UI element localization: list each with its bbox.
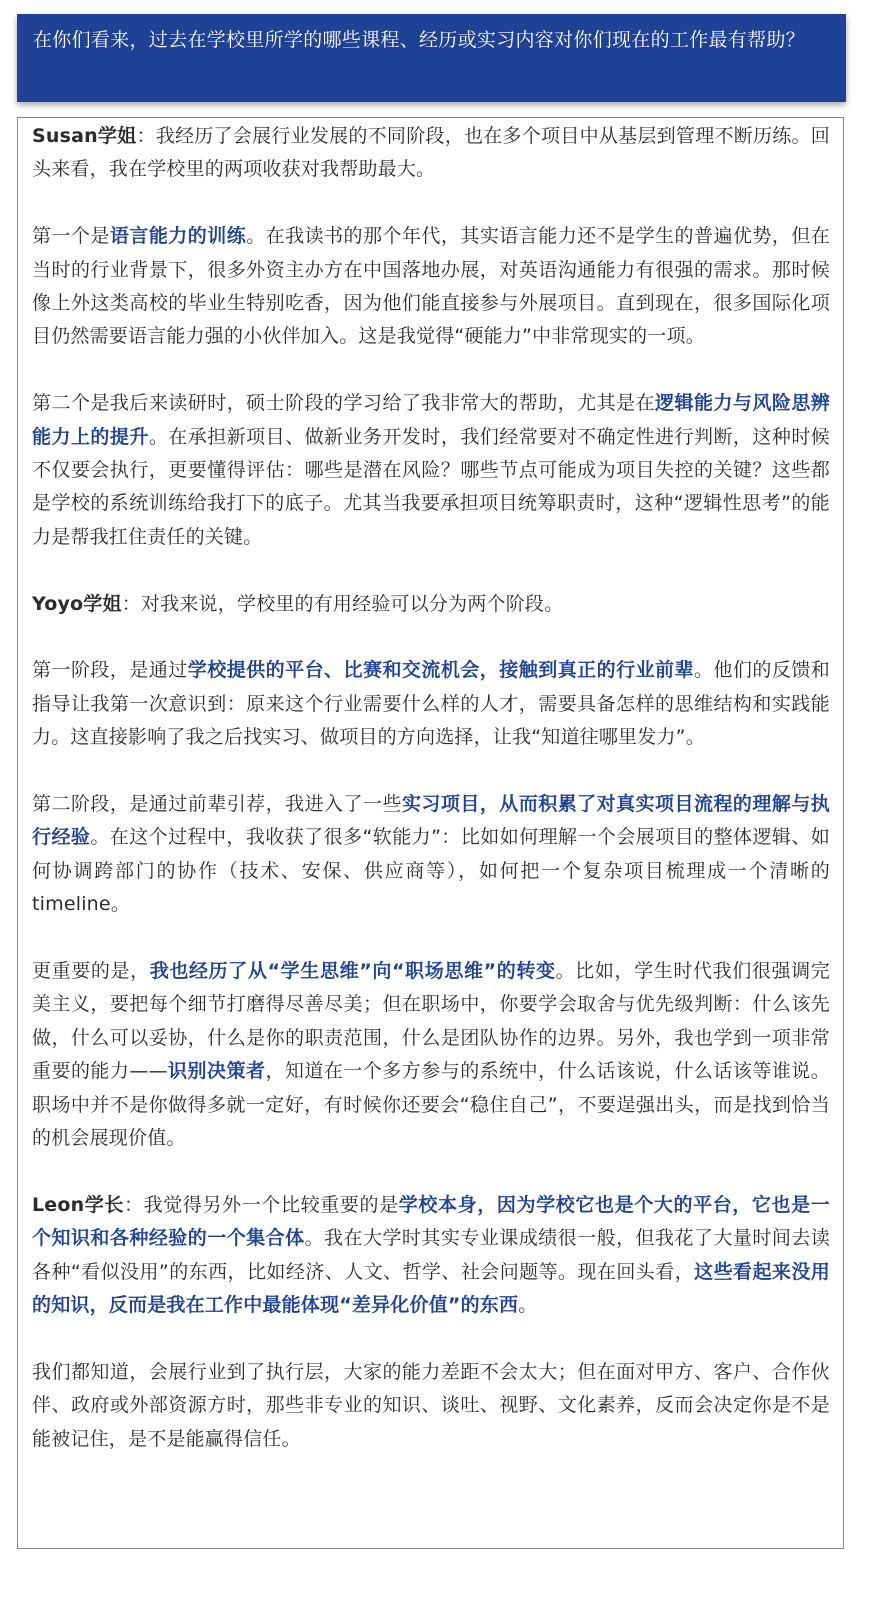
speaker-name-leon: Leon学长 xyxy=(32,1193,125,1216)
paragraph-text: 第二阶段，是通过前辈引荐，我进入了一些 xyxy=(32,793,402,816)
paragraph-text: ：我觉得另外一个比较重要的是 xyxy=(124,1193,399,1216)
answer-paragraph-mindset-shift xyxy=(32,955,830,1155)
paragraph-text: 。在这个过程中，我收获了很多“软能力”：比如如何理解一个会展项目的整体逻辑、如何协调跨部门的协作（技术、安保、供应商等），如何把一个复杂项目梳理成一个清晰的timeline。 xyxy=(32,826,830,916)
answer-paragraph-yoyo-intro xyxy=(32,588,830,621)
paragraph-text: 更重要的是， xyxy=(32,960,150,983)
highlighted-text: 我也经历了从“学生思维”向“职场思维”的转变 xyxy=(149,960,556,983)
answer-paragraph-stage-one xyxy=(32,654,830,754)
highlighted-text: 学校提供的平台、比赛和交流机会，接触到真正的行业前辈 xyxy=(187,659,694,682)
answer-panel xyxy=(17,117,844,1549)
paragraph-text: 。 xyxy=(518,1294,538,1317)
paragraph-text: 。我在大学时其实专业课成绩很一般，但我花了大量时间去读各种“看似没用”的东西，比如经济、人文、哲学、社会问题等。现在回头看， xyxy=(32,1227,830,1283)
question-banner xyxy=(17,14,846,102)
highlighted-text: 识别决策者 xyxy=(167,1060,266,1083)
paragraph-text: 。比如，学生时代我们很强调完美主义，要把每个细节打磨得尽善尽美；但在职场中，你要学会取舍与优先级判断：什么该先做，什么可以妥协，什么是你的职责范围，什么是团队协作的边界。另外，我也学到一项非常重要的能力—— xyxy=(32,960,830,1083)
highlighted-text: 实习项目，从而积累了对真实项目流程的理解与执行经验 xyxy=(32,793,830,849)
highlighted-text: 语言能力的训练 xyxy=(109,225,247,248)
answer-paragraph-leon-intro xyxy=(32,1189,830,1323)
answer-paragraph-language-skill xyxy=(32,220,830,354)
answer-paragraph-logic-skill xyxy=(32,387,830,554)
paragraph-text: ：我经历了会展行业发展的不同阶段，也在多个项目中从基层到管理不断历练。回头来看，我在学校里的两项收获对我帮助最大。 xyxy=(32,125,830,181)
answer-paragraph-stage-two xyxy=(32,788,830,922)
paragraph-text: 第一阶段，是通过 xyxy=(32,659,188,682)
answer-paragraph-conclusion xyxy=(32,1356,830,1456)
paragraph-text: ，知道在一个多方参与的系统中，什么话该说，什么话该等谁说。职场中并不是你做得多就一定好，有时候你还要会“稳住自己”，不要逞强出头，而是找到恰当的机会展现价值。 xyxy=(32,1060,830,1150)
paragraph-text: 。在承担新项目、做新业务开发时，我们经常要对不确定性进行判断，这种时候不仅要会执行，更要懂得评估：哪些是潜在风险？哪些节点可能成为项目失控的关键？这些都是学校的系统训练给我打下的底子。尤其当我要承担项目统筹职责时，这种“逻辑性思考”的能力是帮我扛住责任的关键。 xyxy=(32,425,830,548)
speaker-name-yoyo: Yoyo学姐 xyxy=(32,592,122,615)
paragraph-text: 我们都知道，会展行业到了执行层，大家的能力差距不会太大；但在面对甲方、客户、合作伙伴、政府或外部资源方时，那些非专业的知识、谈吐、视野、文化素养，反而会决定你是不是能被记住，是不是能赢得信任。 xyxy=(32,1360,830,1450)
paragraph-text: 第一个是 xyxy=(32,225,110,248)
highlighted-text: 逻辑能力与风险思辨能力上的提升 xyxy=(32,392,830,448)
paragraph-text: 。在我读书的那个年代，其实语言能力还不是学生的普遍优势，但在当时的行业背景下，很多外资主办方在中国落地办展，对英语沟通能力有很强的需求。那时候像上外这类高校的毕业生特别吃香，因为他们能直接参与外展项目。直到现在，很多国际化项目仍然需要语言能力强的小伙伴加入。这是我觉得“硬能力”中非常现实的一项。 xyxy=(32,225,830,348)
paragraph-text: ：对我来说，学校里的有用经验可以分为两个阶段。 xyxy=(121,592,564,615)
highlighted-text: 这些看起来没用的知识，反而是我在工作中最能体现“差异化价值”的东西 xyxy=(32,1260,830,1317)
question-text: 在你们看来，过去在学校里所学的哪些课程、经历或实习内容对你们现在的工作最有帮助？ xyxy=(33,29,806,51)
paragraph-text: 第二个是我后来读研时，硕士阶段的学习给了我非常大的帮助，尤其是在 xyxy=(32,392,656,415)
speaker-name-susan: Susan学姐 xyxy=(32,125,137,147)
answer-paragraph-susan-intro xyxy=(32,120,830,187)
highlighted-text: 学校本身，因为学校它也是个大的平台，它也是一个知识和各种经验的一个集合体 xyxy=(32,1193,830,1250)
paragraph-text: 。他们的反馈和指导让我第一次意识到：原来这个行业需要什么样的人才，需要具备怎样的思维结构和实践能力。这直接影响了我之后找实习、做项目的方向选择，让我“知道往哪里发力”。 xyxy=(32,659,831,749)
